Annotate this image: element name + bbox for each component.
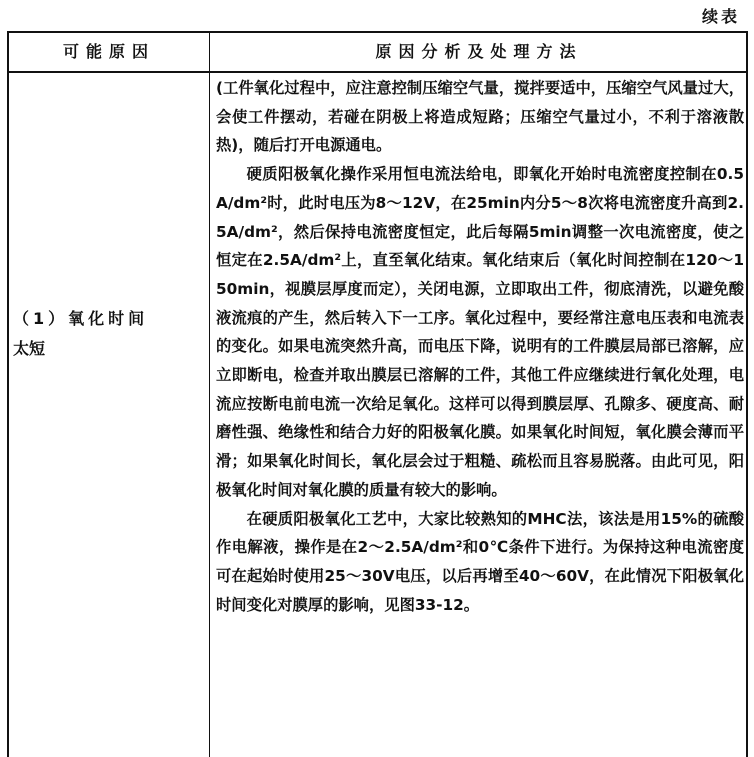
cause-cell	[13, 304, 205, 364]
analysis-cell	[216, 74, 744, 619]
continued-caption: 续表	[701, 7, 740, 26]
cause-label-line1: （1）氧化时间	[13, 309, 149, 328]
analysis-paragraph-3: 在硬质阳极氧化工艺中，大家比较熟知的MHC法，该法是用15%的硫酸作电解液，操作是在2～2.5A/dm²和0℃条件下进行。为保持这种电流密度可在起始时使用25～30V电压，以后再增至40～60V，在此情况下阳极氧化时间变化对膜厚的影响，见图33-12。	[216, 509, 744, 614]
header-possible-cause: 可能原因	[62, 42, 155, 61]
analysis-paragraph-2: 硬质阳极氧化操作采用恒电流法给电，即氧化开始时电流密度控制在0.5A/dm²时，此时电压为8～12V，在25min内分5～8次将电流密度升高到2.5A/dm²，然后保持电流密度恒定，此后每隔5min调整一次电流密度，使之恒定在2.5A/dm²上，直至氧化结束。氧化结束后（氧化时间控制在120～150min，视膜层厚度而定），关闭电源，立即取出工件，彻底清洗，以避免酸液流痕的产生，然后转入下一工序。氧化过程中，要经常注意电压表和电流表的变化。如果电流突然升高，而电压下降，说明有的工件膜层局部已溶解，应立即断电，检查并取出膜层已溶解的工件，其他工件应继续进行氧化处理，电流应按断电前电流一次给足氧化。这样可以得到膜层厚、孔隙多、硬度高、耐磨性强、绝缘性和结合力好的阳极氧化膜。如果氧化时间短，氧化膜会薄而平滑；如果氧化时间长，氧化层会过于粗糙、疏松而且容易脱落。由此可见，阳极氧化时间对氧化膜的质量有较大的影响。	[216, 165, 744, 499]
table-header-row	[9, 33, 746, 73]
cause-label-line2: 太短	[13, 339, 46, 358]
column-divider	[209, 33, 210, 757]
troubleshooting-table	[7, 31, 748, 757]
header-analysis-method: 原因分析及处理方法	[375, 42, 583, 61]
analysis-paragraph-1: (工件氧化过程中，应注意控制压缩空气量，搅拌要适中，压缩空气风量过大，会使工件摆动，若碰在阴极上将造成短路；压缩空气量过小，不利于溶液散热)，随后打开电源通电。	[216, 79, 744, 155]
